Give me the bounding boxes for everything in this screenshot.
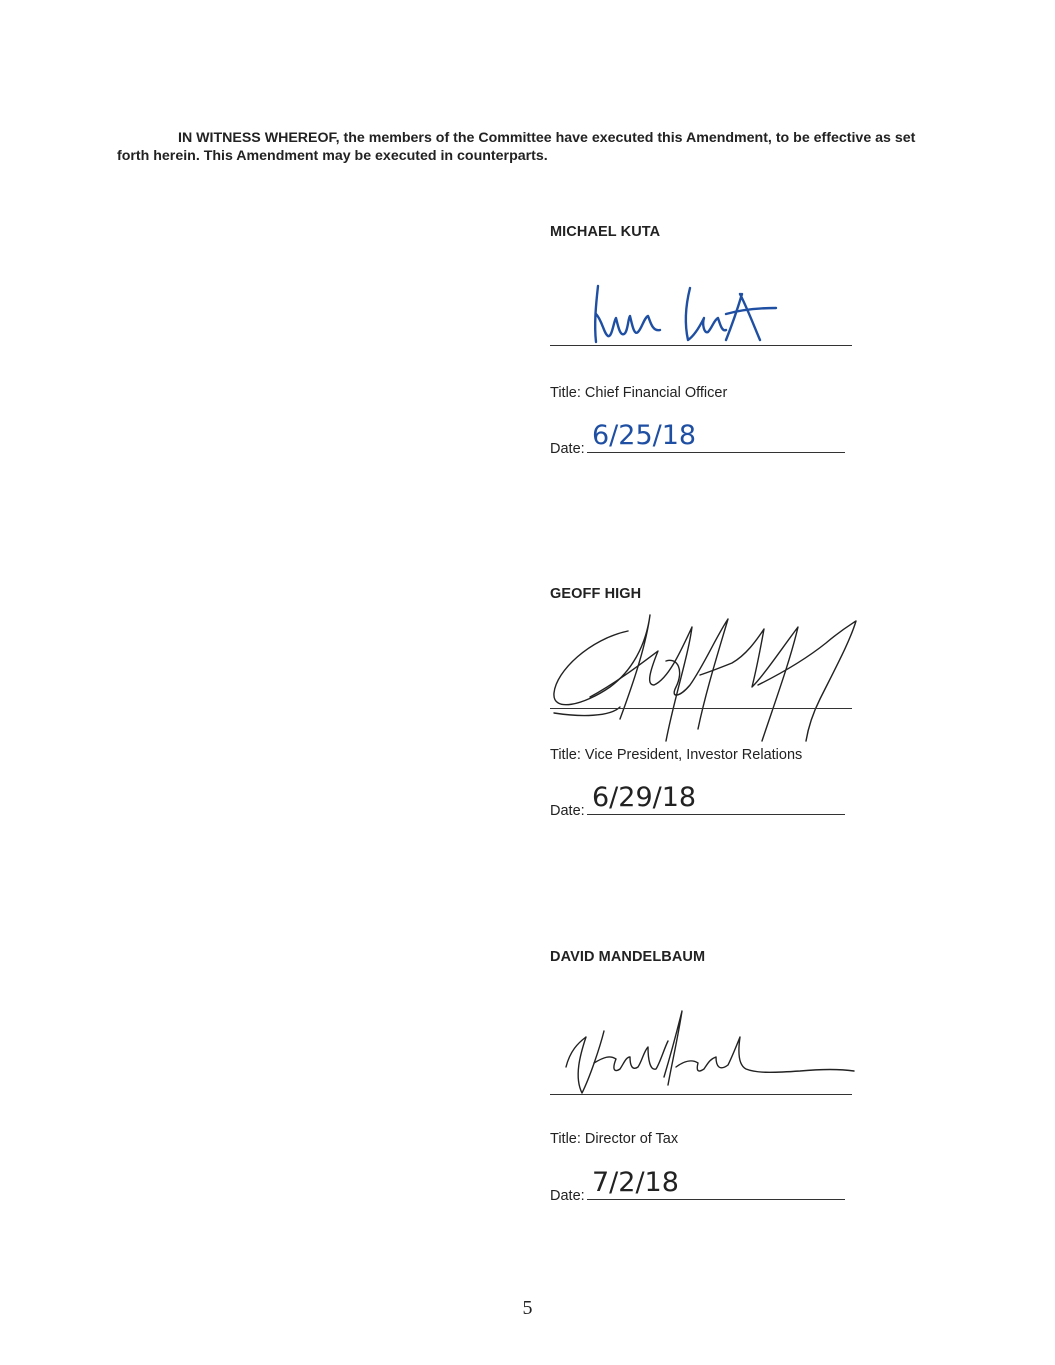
signature-kuta [590,274,830,354]
signature-block-high [550,586,855,826]
signatory-title: Title: Chief Financial Officer [550,385,728,401]
intro-paragraph [117,129,947,165]
signature-line [550,708,852,709]
signature-mandelbaum [560,1007,860,1097]
signatory-name: GEOFF HIGH [550,586,642,602]
signature-block-mandelbaum [550,949,855,1209]
intro-text: IN WITNESS WHEREOF, the members of the Committee have executed this Amendment, to be effective as set forth herein. This Amendment may be executed in counterparts. [117,130,916,164]
date-label: Date: [550,1188,585,1204]
signature-line [550,1094,852,1095]
date-label: Date: [550,441,585,457]
signatory-title: Title: Director of Tax [550,1131,679,1147]
handwritten-date: 7/2/18 [592,1167,679,1198]
page-number: 5 [522,1297,533,1319]
signature-block-kuta [550,224,855,464]
signatory-name: DAVID MANDELBAUM [550,949,706,965]
signatory-name: MICHAEL KUTA [550,224,661,240]
signatory-title: Title: Vice President, Investor Relations [550,747,803,763]
handwritten-date: 6/29/18 [592,782,697,813]
handwritten-date: 6/25/18 [592,420,697,451]
date-label: Date: [550,803,585,819]
signature-high [550,601,918,751]
signature-line [550,345,852,346]
